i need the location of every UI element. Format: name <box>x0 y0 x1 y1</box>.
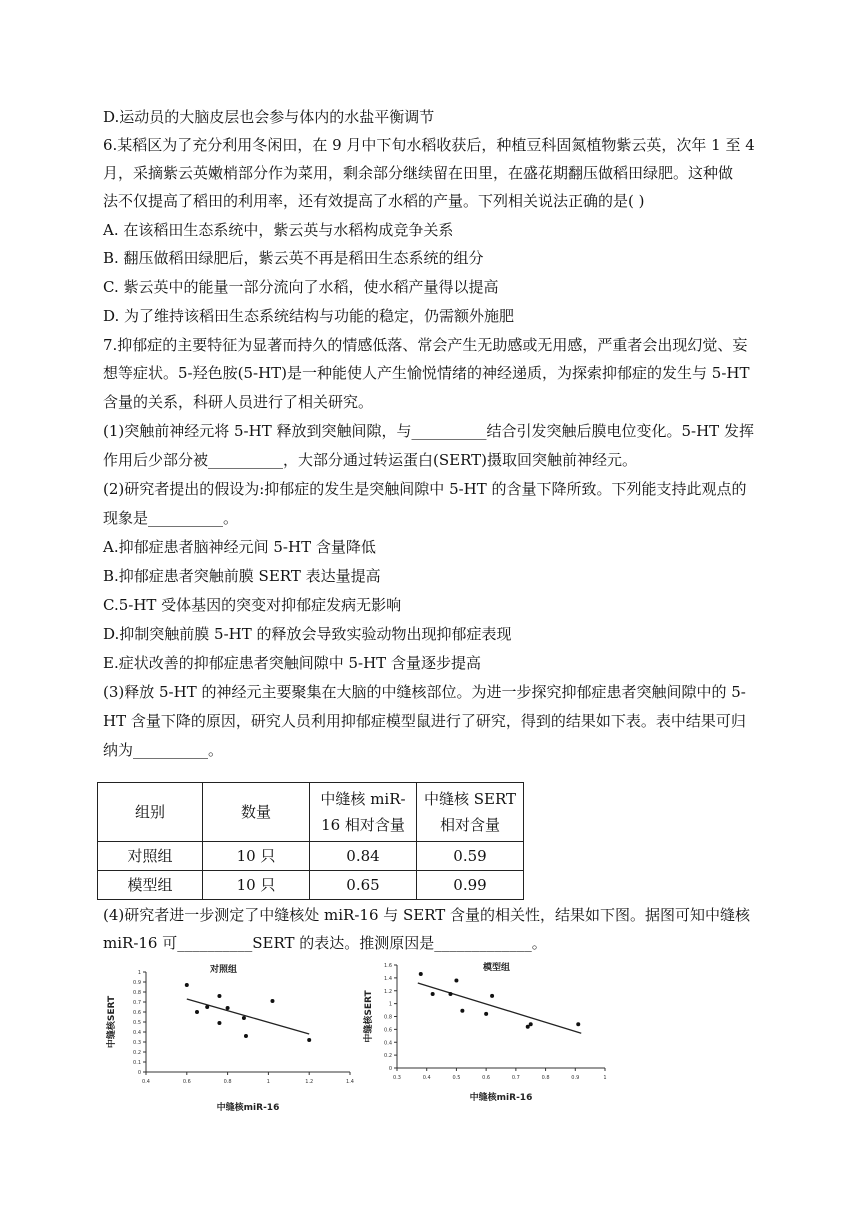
x-tick-label: 0.5 <box>452 1075 461 1081</box>
text-line: (1)突触前神经元将 5-HT 释放到突触间隙，与__________结合引发突触后膜电位变化。5-HT 发挥 <box>103 422 754 440</box>
text-line: 6.某稻区为了充分利用冬闲田，在 9 月中下旬水稻收获后，种植豆科固氮植物紫云英，次年 1 至 4 <box>103 136 755 154</box>
y-tick-label: 1.6 <box>384 963 392 969</box>
data-point <box>205 1005 209 1009</box>
x-tick-label: 0.8 <box>223 1079 232 1085</box>
text-line: (3)释放 5-HT 的神经元主要聚集在大脑的中缝核部位。为进一步探究抑郁症患者突触间隙中的 5- <box>103 683 746 701</box>
text-line: A.抑郁症患者脑神经元间 5-HT 含量降低 <box>103 538 376 556</box>
data-point <box>490 994 494 998</box>
data-point <box>448 992 452 996</box>
y-tick-label: 1 <box>388 1001 392 1008</box>
model-group-scatter-chart <box>364 958 615 1110</box>
table-cell: 模型组 <box>98 871 203 900</box>
y-tick-label: 0.4 <box>133 1030 141 1036</box>
text-line: B.抑郁症患者突触前膜 SERT 表达量提高 <box>103 567 381 585</box>
text-line: 法不仅提高了稻田的利用率，还有效提高了水稻的产量。下列相关说法正确的是( ) <box>103 192 645 210</box>
table-header-row <box>98 783 524 842</box>
header-line: 中缝核 miR- <box>320 790 406 808</box>
data-point <box>242 1016 246 1020</box>
text-line: A. 在该稻田生态系统中，紫云英与水稻构成竞争关系 <box>103 221 454 239</box>
data-point <box>419 972 423 976</box>
x-tick-label: 0.9 <box>571 1075 580 1081</box>
y-tick-label: 1.4 <box>384 975 392 982</box>
control-group-scatter-chart <box>100 962 360 1114</box>
results-table <box>97 782 524 900</box>
y-tick-label: 1 <box>137 970 141 976</box>
x-tick-label: 1.4 <box>346 1079 354 1085</box>
data-point <box>529 1022 533 1026</box>
x-axis-label: 中缝核miR-16 <box>469 1093 533 1103</box>
text-line: HT 含量下降的原因，研究人员利用抑郁症模型鼠进行了研究，得到的结果如下表。表中结果可归 <box>103 712 746 730</box>
text-line: 现象是__________。 <box>103 509 239 527</box>
data-point <box>484 1012 488 1016</box>
y-tick-label: 0 <box>137 1070 141 1076</box>
table-header-cell: 组别 <box>98 783 203 842</box>
y-tick-label: 0.9 <box>133 980 141 986</box>
data-point <box>217 1021 221 1025</box>
table-cell: 0.65 <box>310 871 417 900</box>
table-header-cell: 数量 <box>203 783 310 842</box>
trend-line <box>187 999 309 1034</box>
header-line: 16 相对含量 <box>321 816 405 834</box>
table-cell: 0.99 <box>417 871 524 900</box>
y-axis-label: 中缝核SERT <box>364 990 374 1043</box>
data-point <box>307 1038 311 1042</box>
y-tick-label: 0.3 <box>133 1040 141 1046</box>
text-line: (2)研究者提出的假设为:抑郁症的发生是突触间隙中 5-HT 的含量下降所致。下列能支持此观点的 <box>103 480 747 498</box>
table-header-cell <box>310 783 417 842</box>
y-tick-label: 1.2 <box>384 988 392 995</box>
x-tick-label: 1 <box>603 1075 607 1081</box>
text-line: C.5-HT 受体基因的突变对抑郁症发病无影响 <box>103 596 402 614</box>
table-cell: 0.59 <box>417 842 524 871</box>
text-line: (4)研究者进一步测定了中缝核处 miR-16 与 SERT 含量的相关性，结果如下图。据图可知中缝核 <box>103 906 751 924</box>
text-line: 含量的关系，科研人员进行了相关研究。 <box>103 393 374 411</box>
y-tick-label: 0.5 <box>133 1020 141 1026</box>
y-tick-label: 0.6 <box>384 1027 392 1034</box>
chart-title: 对照组 <box>210 965 238 975</box>
text-line: 作用后少部分被__________，大部分通过转运蛋白(SERT)摄取回突触前神经元。 <box>103 451 637 469</box>
data-point <box>270 999 274 1003</box>
y-tick-label: 0.8 <box>384 1014 392 1021</box>
x-tick-label: 0.7 <box>511 1075 520 1081</box>
text-line: 月，采摘紫云英嫩梢部分作为菜用，剩余部分继续留在田里，在盛花期翻压做稻田绿肥。这种做 <box>103 164 734 182</box>
x-tick-label: 0.4 <box>142 1079 150 1085</box>
y-tick-label: 0.2 <box>384 1053 392 1060</box>
table-row <box>98 871 524 900</box>
x-tick-label: 0.6 <box>182 1079 191 1085</box>
text-line: 纳为__________。 <box>103 741 224 759</box>
y-tick-label: 0.2 <box>133 1050 141 1056</box>
y-tick-label: 0.1 <box>133 1060 141 1066</box>
x-tick-label: 0.8 <box>541 1075 550 1081</box>
table-header-cell <box>417 783 524 842</box>
table-cell: 0.84 <box>310 842 417 871</box>
text-line: D.抑制突触前膜 5-HT 的释放会导致实验动物出现抑郁症表现 <box>103 625 512 643</box>
text-line: D. 为了维持该稻田生态系统结构与功能的稳定，仍需额外施肥 <box>103 307 515 325</box>
text-line: 7.抑郁症的主要特征为显著而持久的情感低落、常会产生无助感或无用感，严重者会出现幻觉、妄 <box>103 336 748 354</box>
text-line: C. 紫云英中的能量一部分流向了水稻，使水稻产量得以提高 <box>103 278 499 296</box>
table-cell: 10 只 <box>203 842 310 871</box>
text-line: E.症状改善的抑郁症患者突触间隙中 5-HT 含量逐步提高 <box>103 654 481 672</box>
x-tick-label: 1 <box>266 1079 270 1085</box>
data-point <box>217 994 221 998</box>
data-point <box>576 1022 580 1026</box>
data-point <box>226 1006 230 1010</box>
header-line: 相对含量 <box>439 816 500 834</box>
text-line: miR-16 可__________SERT 的表达。推测原因是_____________。 <box>103 934 547 952</box>
chart-title: 模型组 <box>483 963 511 973</box>
y-tick-label: 0.6 <box>133 1010 141 1016</box>
data-point <box>454 978 458 982</box>
x-tick-label: 0.3 <box>393 1075 401 1081</box>
text-line: 想等症状。5-羟色胺(5-HT)是一种能使人产生愉悦情绪的神经递质，为探索抑郁症的发生与 5-HT <box>103 364 750 382</box>
x-tick-label: 1.2 <box>305 1079 314 1085</box>
y-tick-label: 0.7 <box>133 1000 141 1006</box>
table-row <box>98 842 524 871</box>
data-point <box>431 992 435 996</box>
trend-line <box>418 983 581 1033</box>
x-tick-label: 0.4 <box>422 1075 431 1081</box>
text-line: B. 翻压做稻田绿肥后，紫云英不再是稻田生态系统的组分 <box>103 249 484 267</box>
text-line: D.运动员的大脑皮层也会参与体内的水盐平衡调节 <box>103 108 435 126</box>
data-point <box>195 1010 199 1014</box>
y-tick-label: 0.4 <box>384 1040 392 1047</box>
data-point <box>185 983 189 987</box>
x-axis-label: 中缝核miR-16 <box>216 1103 280 1113</box>
y-tick-label: 0.8 <box>133 990 141 996</box>
data-point <box>460 1009 464 1013</box>
header-line: 中缝核 SERT <box>423 790 517 808</box>
y-axis-label: 中缝核SERT <box>107 995 117 1049</box>
table-cell: 10 只 <box>203 871 310 900</box>
x-tick-label: 0.6 <box>482 1075 491 1081</box>
data-point <box>244 1034 248 1038</box>
y-tick-label: 0 <box>388 1066 392 1072</box>
table-cell: 对照组 <box>98 842 203 871</box>
